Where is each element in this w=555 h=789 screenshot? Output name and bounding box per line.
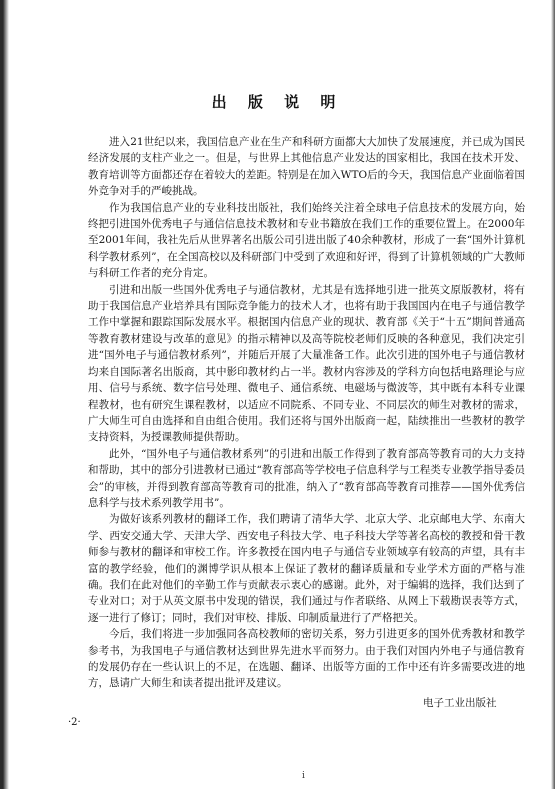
paragraph-4: 此外，“国外电子与通信教材系列”的引进和出版工作得到了教育部高等教育司的大力支持和帮助，其中的部分引进教材已通过“教育部高等学校电子信息科学与工程类专业教学指导委员会”的审核，并得到教育部高等教育司的批准，纳入了“教育部高等教育司推荐——国外优秀信息科学与技术系列教学用书”。 <box>88 447 525 509</box>
paragraph-1: 进入21世纪以来，我国信息产业在生产和科研方面都大大加快了发展速度，并已成为国民经济发展的支柱产业之一。但是，与世界上其他信息产业发达的国家相比，我国在技术开发、教育培训等方面都还存在着较大的差距。特别是在加入WTO后的今天，我国信息产业面临着国外竞争对手的严峻挑战。 <box>88 136 525 198</box>
page-number: ·2· <box>68 717 81 728</box>
body-text <box>88 134 525 692</box>
paragraph-3: 引进和出版一些国外优秀电子与通信教材，尤其是有选择地引进一批英文原版教材，将有助于我国信息产业培养具有国际竞争能力的技术人才，也将有助于我国国内在电子与通信教学工作中掌握和跟踪国际发展水平。根据国内信息产业的现状、教育部《关于“十五”期间普通高等教育教材建设与改革的意见》的指示精神以及高等院校老师们反映的各种意见，我们决定引进“国外电子与通信教材系列”，并随后开展了大量准备工作。此次引进的国外电子与通信教材均来自国际著名出版商，其中影印教材约占一半。教材内容涉及的学科方向包括电路理论与应用、信号与系统、数字信号处理、微电子、通信系统、电磁场与微波等，其中既有本科专业课程教材，也有研究生课程教材，以适应不同院系、不同专业、不同层次的师生对教材的需求，广大师生可自由选择和自由组合使用。我们还将与国外出版商一起，陆续推出一些教材的教学支持资料，为授课教师提供帮助。 <box>88 283 525 444</box>
bottom-mark: i <box>302 771 305 781</box>
scan-edge-right <box>551 0 555 789</box>
page-title: 出 版 说 明 <box>211 93 344 111</box>
scan-edge-left <box>0 0 9 789</box>
paragraph-5: 为做好该系列教材的翻译工作，我们聘请了清华大学、北京大学、北京邮电大学、东南大学、西安交通大学、天津大学、西安电子科技大学、电子科技大学等著名高校的教授和骨干教师参与教材的翻译和审校工作。许多教授在国内电子与通信专业领域享有较高的声望，具有丰富的教学经验，他们的渊博学识从根本上保证了教材的翻译质量和专业学术方面的严格与准确。我们在此对他们的辛勤工作与贡献表示衷心的感谢。此外，对于编辑的选择，我们达到了专业对口；对于从英文原书中发现的错误，我们通过与作者联络、从网上下载勘误表等方式，逐一进行了修订；同时，我们对审校、排版、印制质量进行了严格把关。 <box>88 513 525 624</box>
publisher-signature: 电子工业出版社 <box>423 697 497 709</box>
paragraph-6: 今后，我们将进一步加强同各高校教师的密切关系，努力引进更多的国外优秀教材和教学参考书，为我国电子与通信教材达到世界先进水平而努力。由于我们对国内外电子与通信教育的发展仍存在一些认识上的不足，在选题、翻译、出版等方面的工作中还有许多需要改进的地方，恳请广大师生和读者提出批评及建议。 <box>88 628 525 690</box>
paragraph-2: 作为我国信息产业的专业科技出版社，我们始终关注着全球电子信息技术的发展方向，始终把引进国外优秀电子与通信信息技术教材和专业书籍放在我们工作的重要位置上。在2000年至2001年间，我社先后从世界著名出版公司引进出版了40余种教材，形成了一套“国外计算机科学教材系列”，在全国高校以及科研部门中受到了欢迎和好评，得到了计算机领域的广大教师与科研工作者的充分肯定。 <box>88 201 525 280</box>
